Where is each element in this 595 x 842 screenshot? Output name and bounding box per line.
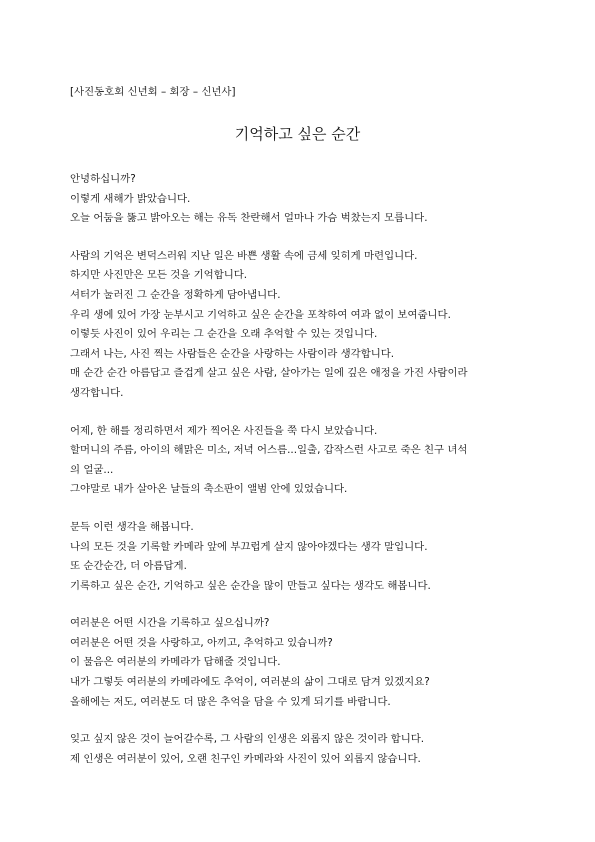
- text-line: 오늘 어둠을 뚫고 밝아오는 해는 유독 찬란해서 얼마나 가슴 벅찼는지 모릅니다.: [70, 212, 428, 225]
- text-line: 그야말로 내가 살아온 날들의 축소판이 앨범 안에 있었습니다.: [70, 483, 348, 496]
- document-body: [70, 170, 530, 787]
- paragraph-reflection: [70, 422, 530, 500]
- text-line: 문득 이런 생각을 해봅니다.: [70, 520, 194, 533]
- text-line: 매 순간 순간 아름답고 즐겁게 살고 싶은 사람, 살아가는 일에 깊은 애정을 가진 사람이라: [70, 367, 468, 380]
- text-line: 올해에는 저도, 여러분도 더 많은 추억을 담을 수 있게 되기를 바랍니다.: [70, 695, 391, 708]
- text-line: 할머니의 주름, 아이의 해맑은 미소, 저녁 어스름...일출, 갑작스런 사고로 죽은 친구 녀석: [70, 444, 468, 457]
- paragraph-closing: [70, 730, 530, 769]
- text-line: 내가 그렇듯 여러분의 카메라에도 추억이, 여러분의 삶이 그대로 담겨 있겠지요?: [70, 676, 430, 689]
- text-line: 그래서 나는, 사진 찍는 사람들은 순간을 사랑하는 사람이라 생각합니다.: [70, 347, 395, 360]
- text-line: 안녕하십니까?: [70, 173, 136, 185]
- text-line: 이렇듯 사진이 있어 우리는 그 순간을 오래 추억할 수 있는 것입니다.: [70, 328, 378, 341]
- paragraph-memory: [70, 247, 530, 404]
- document-title: 기억하고 싶은 순간: [234, 125, 361, 143]
- text-line: 의 얼굴...: [70, 463, 114, 476]
- text-line: 어제, 한 해를 정리하면서 제가 찍어온 사진들을 쭉 다시 보았습니다.: [70, 424, 378, 437]
- text-line: 제 인생은 여러분이 있어, 오랜 친구인 카메라와 사진이 있어 외롭지 않습니다.: [70, 752, 421, 765]
- text-line: 우리 생에 있어 가장 눈부시고 기억하고 싶은 순간을 포착하여 여과 없이 보여줍니다.: [70, 308, 451, 321]
- text-line: 생각합니다.: [70, 386, 124, 399]
- text-line: 또 순간순간, 더 아름답게.: [70, 560, 187, 573]
- text-line: 사람의 기억은 변덕스러워 지난 일은 바쁜 생활 속에 금세 잊히게 마련입니다.: [70, 249, 418, 262]
- paragraph-thoughts: [70, 518, 530, 596]
- text-line: 여러분은 어떤 시간을 기록하고 싶으십니까?: [70, 617, 270, 630]
- document-header: [사진동호회 신년회 – 회장 – 신년사]: [70, 86, 236, 98]
- text-line: 잊고 싶지 않은 것이 늘어갈수록, 그 사람의 인생은 외롭지 않은 것이라 합니다.: [70, 733, 425, 746]
- text-line: 여러분은 어떤 것을 사랑하고, 아끼고, 추억하고 있습니까?: [70, 636, 333, 649]
- text-line: 이 물음은 여러분의 카메라가 답해줄 것입니다.: [70, 656, 281, 669]
- text-line: 하지만 사진만은 모든 것을 기억합니다.: [70, 269, 248, 282]
- text-line: 셔터가 눌러진 그 순간을 정확하게 담아냅니다.: [70, 288, 281, 301]
- paragraph-greeting: [70, 170, 530, 229]
- paragraph-questions: [70, 614, 530, 712]
- text-line: 나의 모든 것을 기록할 카메라 앞에 부끄럽게 살지 않아야겠다는 생각 말입니다.: [70, 540, 428, 553]
- text-line: 기록하고 싶은 순간, 기억하고 싶은 순간을 많이 만들고 싶다는 생각도 해봅니다.: [70, 579, 431, 592]
- text-line: 이렇게 새해가 밝았습니다.: [70, 192, 191, 205]
